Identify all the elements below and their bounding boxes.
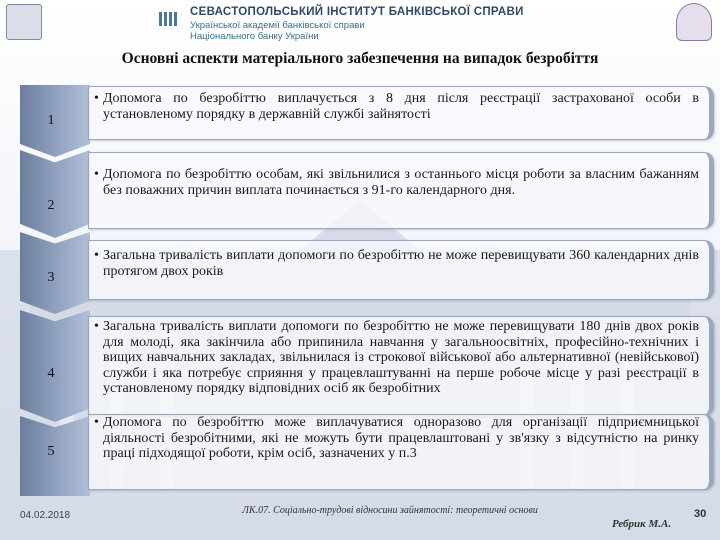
bank-mark-icon	[158, 9, 178, 29]
institute-subtitle-1: Української академії банківської справи	[190, 20, 365, 31]
item-number: 1	[47, 113, 55, 128]
footer-author: Ребрик М.А.	[612, 518, 672, 530]
item-box-2	[88, 152, 714, 229]
institute-logo	[6, 4, 42, 40]
item-box-5	[88, 414, 714, 490]
slide-title: Основні аспекти матеріального забезпечення на випадок безробіття	[121, 50, 599, 67]
item-number: 5	[47, 444, 55, 459]
item-box-3	[88, 240, 714, 300]
footer-date: 04.02.2018	[20, 510, 71, 521]
bullet-icon: •	[94, 167, 99, 182]
bullet-icon: •	[94, 319, 99, 334]
bullet-icon: •	[94, 415, 99, 430]
item-text: Загальна тривалість виплати допомоги по безробіттю не може перевищувати 360 календарних днів протягом двох років	[103, 248, 699, 279]
item-text: Допомога по безробіттю може виплачуватися одноразово для організації підприємницької діяльності безробітними, які не можуть бути працевлаштовані у зв'язку з відсутністю на ринку праці підходящої роботи, крім осіб, зазначених у п.3	[103, 415, 699, 461]
item-box-4	[88, 316, 714, 416]
bullet-icon: •	[94, 248, 99, 263]
page-number: 30	[694, 508, 707, 520]
item-number: 3	[47, 270, 55, 285]
institute-subtitle-2: Національного банку України	[190, 31, 319, 42]
institute-title: СЕВАСТОПОЛЬСЬКИЙ ІНСТИТУТ БАНКІВСЬКОЇ СПРАВИ	[190, 6, 524, 18]
chevron-2	[20, 150, 90, 238]
item-number: 4	[47, 366, 55, 381]
item-text: Допомога по безробіттю виплачується з 8 дня після реєстрації застрахованої особи в установленому порядку в державній службі зайнятості	[103, 91, 699, 122]
nbu-emblem	[676, 3, 712, 41]
footer-course: ЛК.07. Соціально-трудові відносини зайнятості: теоретичні основи	[242, 505, 538, 516]
bullet-icon: •	[94, 91, 99, 106]
header	[0, 0, 720, 44]
item-text: Загальна тривалість виплати допомоги по безробіттю не може перевищувати 180 днів двох років для молоді, яка закінчила або припинила навчання у загальноосвітніх, професійно-технічних і вищих навчальних закладах, звільнилася із строкової військової або альтернативної (невійськової) служби і яка потребує сприяння у працевлаштуванні на перше робоче місце у разі реєстрації в установленому порядку відповідних осіб як безробітних	[103, 319, 699, 396]
item-box-1	[88, 86, 714, 140]
item-text: Допомога по безробіттю особам, які звільнилися з останнього місця роботи за власним бажанням без поважних причин виплата починається з 91-го календарного дня.	[103, 167, 699, 198]
item-number: 2	[47, 198, 55, 213]
